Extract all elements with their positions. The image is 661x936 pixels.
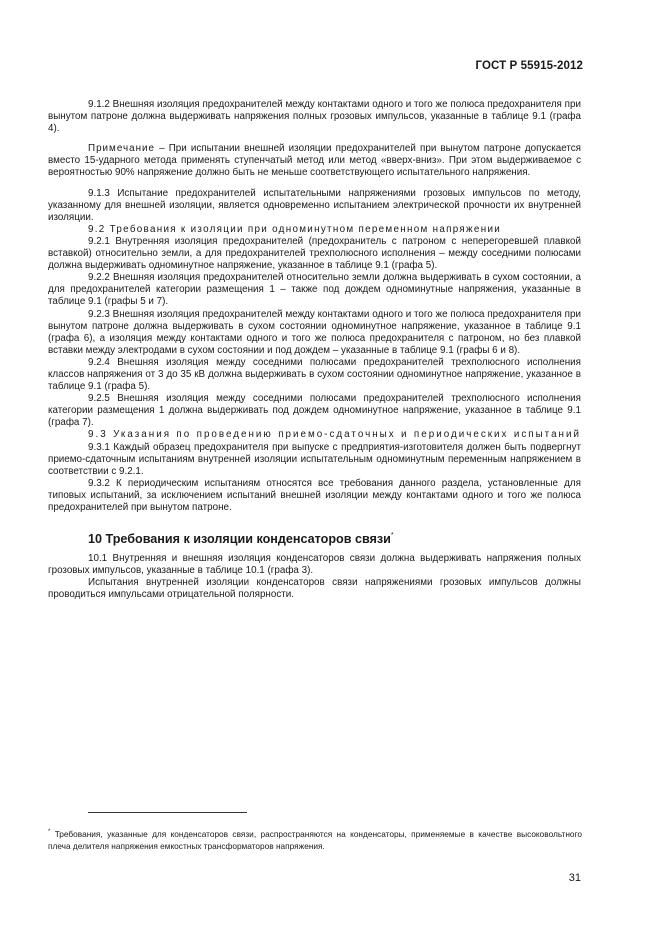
footnote-mark: *: [48, 829, 51, 835]
note-text: – При испытании внешней изоляции предохранителей при вынутом патроне допускается вместо 15-ударного метода применять ступенчатый метод или метод «вверх-вниз». При этом выдерживаемое с вероятностью 90% напряжение должно быть не меньше соответствующего испытательного напряжения.: [48, 143, 581, 179]
paragraph-9-2-5: 9.2.5 Внешняя изоляция между соседними полюсами предохранителей трехполюсного исполнения категории размещения 1 должна выдерживать под дождем одноминутное напряжение, указанное в таблице 9.1 (графа 7).: [48, 393, 581, 429]
footnote-text: Требования, указанные для конденсаторов связи, распространяются на конденсаторы, применяемые в качестве высоковольтного плеча делителя напряжения емкостных трансформаторов напряжения.: [48, 829, 582, 852]
paragraph-9-1-2: 9.1.2 Внешняя изоляция предохранителей между контактами одного и того же полюса предохранителя при вынутом патроне должна выдерживать напряжения полных грозовых импульсов, указанные в таблице 9.1 (графа 4).: [48, 99, 581, 135]
paragraph-10-1-continued: Испытания внутренней изоляции конденсаторов связи напряжениями грозовых импульсов должны проводиться импульсами отрицательной полярности.: [48, 577, 581, 601]
subsection-9-2-heading: 9.2 Требования к изоляции при одноминутном переменном напряжении: [88, 223, 502, 235]
section-10-heading: [48, 528, 581, 547]
paragraph-9-2-2: 9.2.2 Внешняя изоляция предохранителей относительно земли должна выдерживать в сухом состоянии, а для предохранителей категории размещения 1 – также под дождем одноминутные напряжения, указанные в таблице 9.1 (графы 5 и 7).: [48, 272, 581, 308]
section-10-footnote-mark: *: [390, 532, 394, 540]
document-body: [48, 99, 581, 601]
paragraph-9-2-3: 9.2.3 Внешняя изоляция предохранителей между контактами одного и того же полюса предохранителя при вынутом патроне должна выдерживать в сухом состоянии одноминутное напряжение, указанное в таблице 9.1 (графа 6), а изоляция между контактами одного и того же полюса предохранителя с патроном, но без плавкой вставки между электродами в сухом состоянии и под дождем – указанные в таблице 9.1 (графы 6 и 8).: [48, 308, 581, 356]
standard-code-header: ГОСТ Р 55915-2012: [475, 60, 583, 72]
paragraph-9-1-3: 9.1.3 Испытание предохранителей испытательными напряжениями грозовых импульсов по методу, указанному для внешней изоляции, является одновременно испытанием электрической прочности их внутренней изоляции.: [48, 187, 581, 223]
page-number: 31: [568, 872, 581, 884]
section-10-title: 10 Требования к изоляции конденсаторов связи: [88, 532, 391, 547]
subsection-9-3-heading: 9.3 Указания по проведению приемо-сдаточных и периодических испытаний: [88, 429, 581, 441]
paragraph-10-1: 10.1 Внутренняя и внешняя изоляция конденсаторов связи должна выдерживать напряжения полных грозовых импульсов, указанные в таблице 10.1 (графа 3).: [48, 553, 581, 577]
paragraph-9-2-4: 9.2.4 Внешняя изоляция между соседними полюсами предохранителей трехполюсного исполнения классов напряжения от 3 до 35 кВ должна выдерживать в сухом состоянии одноминутное напряжение, указанное в таблице 9.1 (графа 5).: [48, 356, 581, 393]
note-label: Примечание: [88, 143, 155, 155]
paragraph-9-2-1: 9.2.1 Внутренняя изоляция предохранителей (предохранитель с патроном с неперегоревшей плавкой вставкой) относительно земли, а для предохранителей трехполюсного исполнения – между соседними полюсами должна выдерживать одноминутное напряжение, указанное в таблице 9.1 (графа 5).: [48, 235, 581, 272]
footnote-divider: [88, 812, 247, 813]
paragraph-9-3-2: 9.3.2 К периодическим испытаниям относятся все требования данного раздела, установленные для типовых испытаний, за исключением испытаний внешней изоляции между контактами одного и того же полюса предохранителей при вынутом патроне.: [48, 477, 581, 513]
note-paragraph: [48, 143, 581, 179]
footnote: [48, 826, 582, 853]
paragraph-9-3-1: 9.3.1 Каждый образец предохранителя при выпуске с предприятия-изготовителя должен быть подвергнут приемо-сдаточным испытаниям внутренней изоляции испытательным одноминутным переменным напряжением в соответствии с 9.2.1.: [48, 441, 581, 477]
